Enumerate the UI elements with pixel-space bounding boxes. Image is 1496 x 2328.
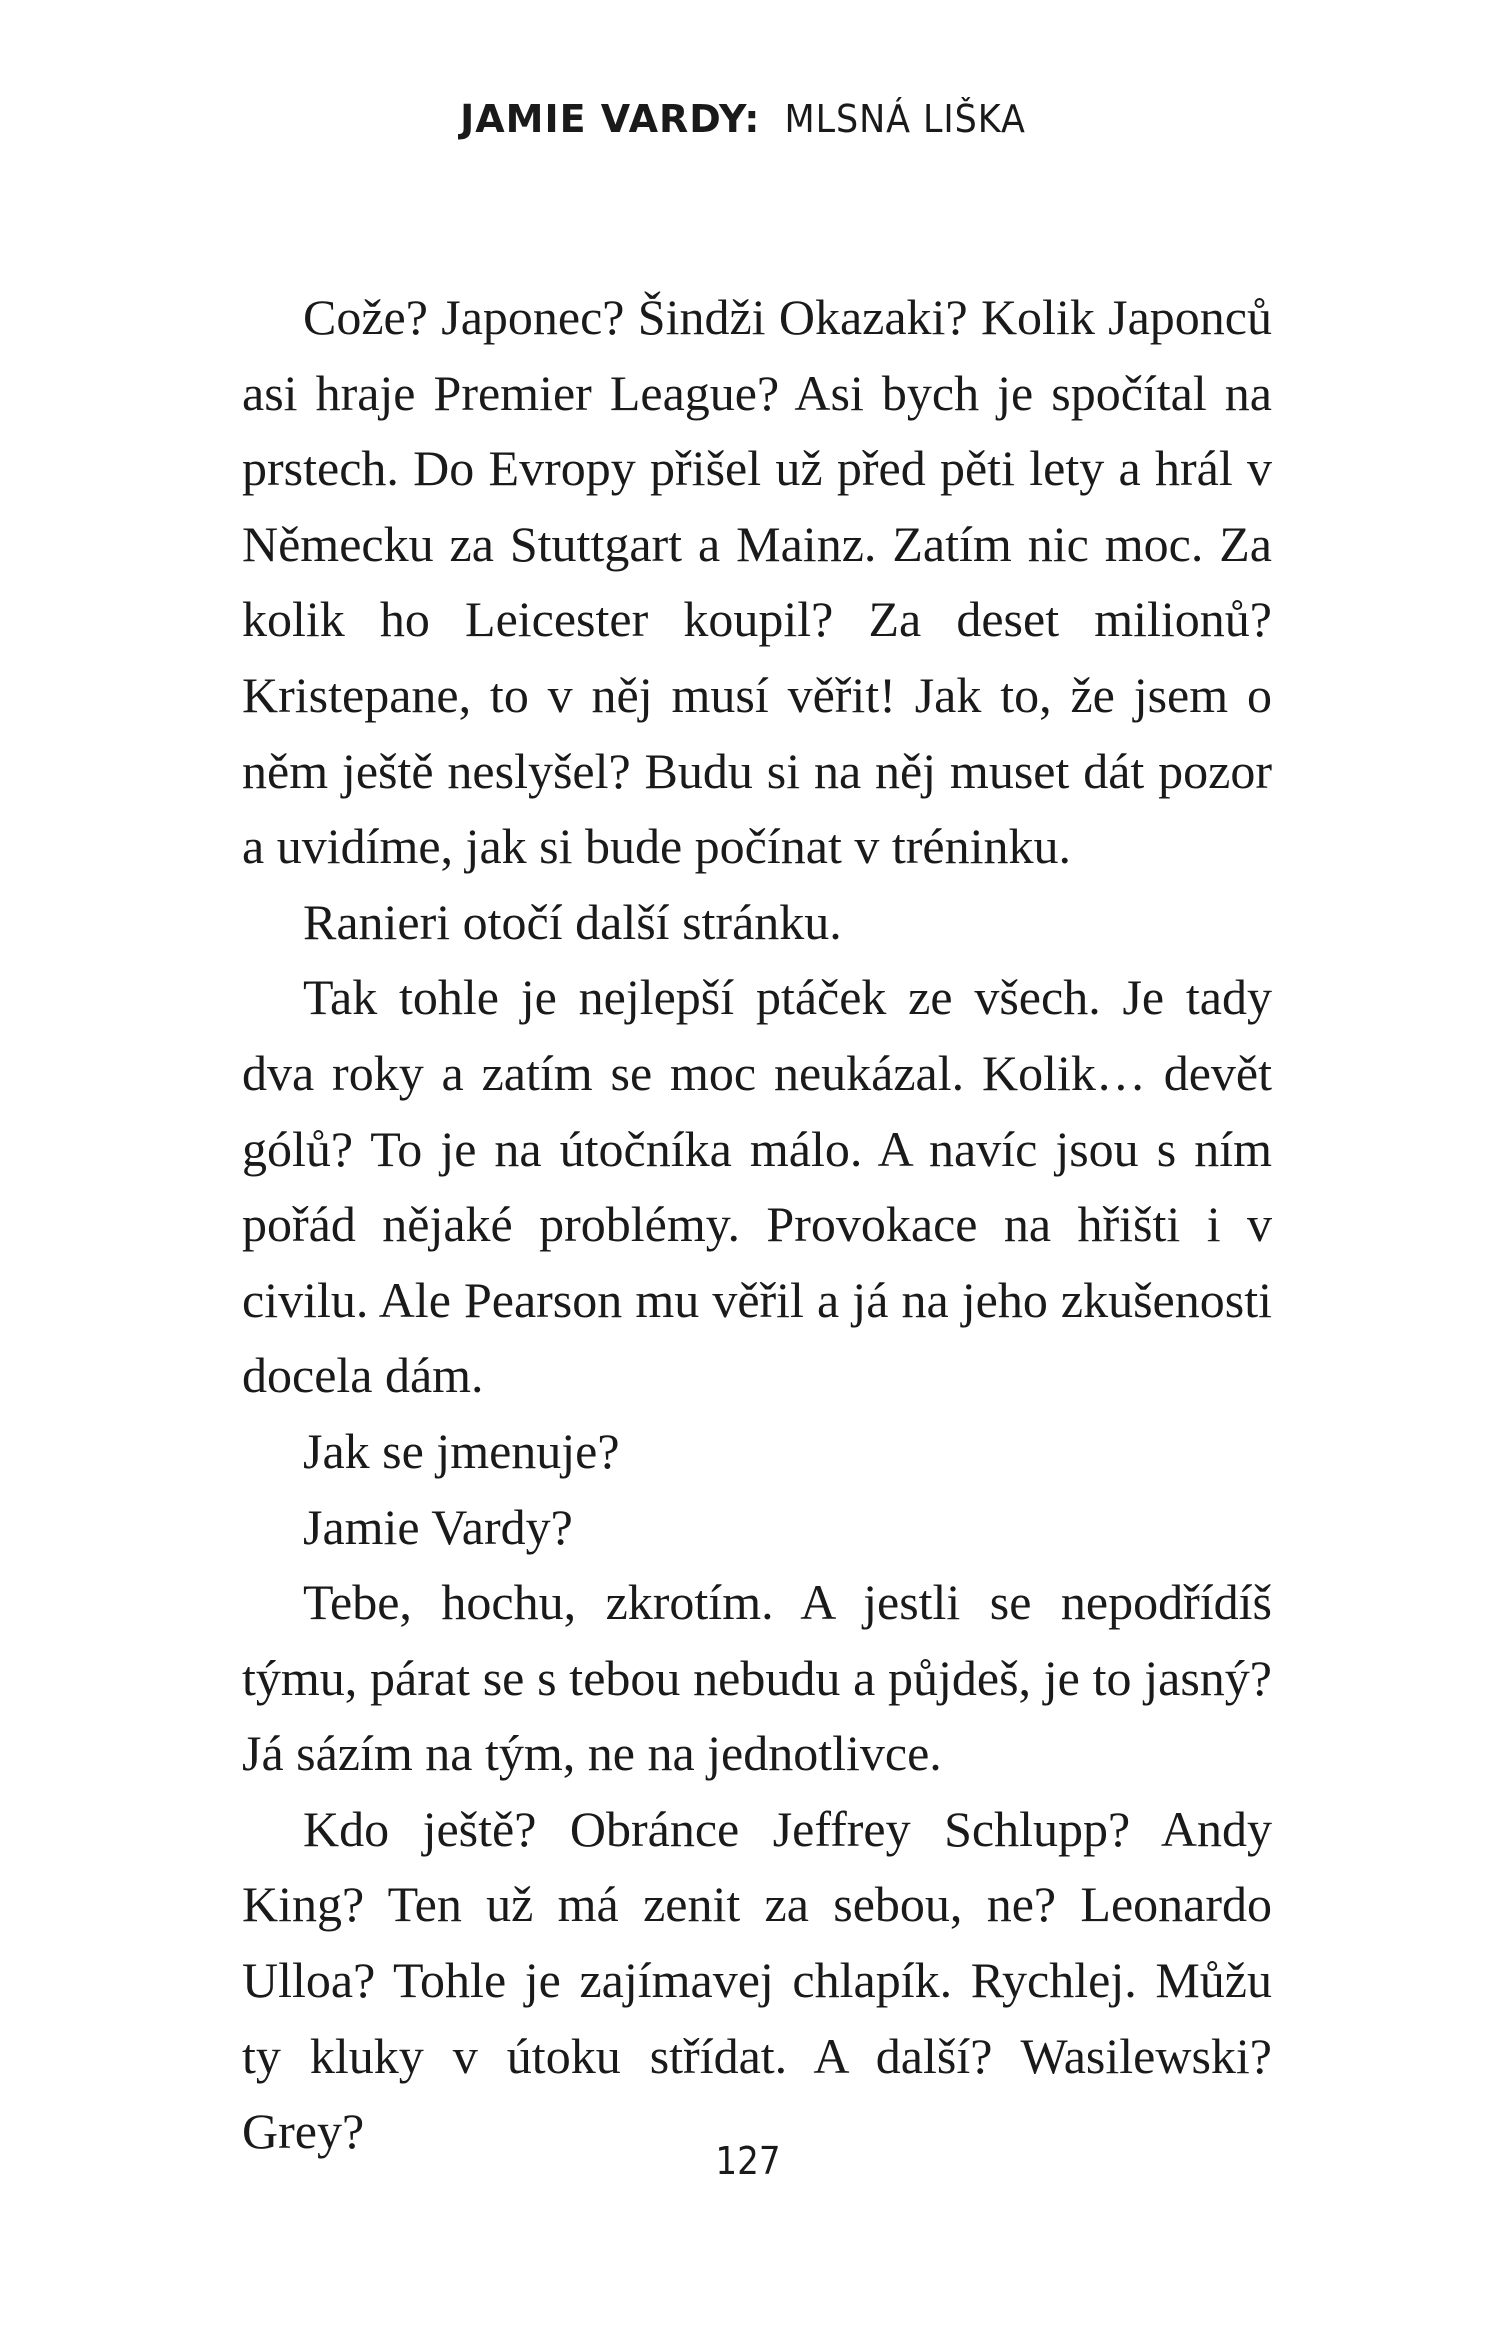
paragraph: Tak tohle je nejlepší ptáček ze všech. Je tady dva roky a zatím se moc neukázal. Kolik… devět gólů? To je na útočníka málo. A navíc jsou s ním pořád nějaké problémy. Provokace na hřišti i v civilu. Ale Pearson mu věřil a já na jeho zkušenosti docela dám.	[242, 969, 1272, 1404]
running-head-author: JAMIE VARDY:	[460, 97, 761, 141]
paragraph: Cože? Japonec? Šindži Okazaki? Kolik Japonců asi hraje Premier League? Asi bych je spočítal na prstech. Do Evropy přišel už před pěti lety a hrál v Německu za Stuttgart a Mainz. Zatím nic moc. Za kolik ho Leicester koupil? Za deset milionů? Kristepane, to v něj musí věřit! Jak to, že jsem o něm ještě neslyšel? Budu si na něj muset dát pozor a uvidíme, jak si bude počínat v tréninku.	[242, 289, 1272, 875]
paragraph: Kdo ještě? Obránce Jeffrey Schlupp? Andy King? Ten už má zenit za sebou, ne? Leonardo Ulloa? Tohle je zajímavej chlapík. Rychlej. Můžu ty kluky v útoku střídat. A další? Wasilewski? Grey?	[242, 1800, 1272, 2160]
running-head-title: MLSNÁ LIŠKA	[784, 97, 1026, 141]
paragraph: Jamie Vardy?	[303, 1498, 573, 1555]
paragraph: Ranieri otočí další stránku.	[303, 893, 842, 950]
body-text	[242, 280, 1272, 2170]
running-head	[0, 97, 1496, 141]
paragraph: Tebe, hochu, zkrotím. A jestli se nepodřídíš týmu, párat se s tebou nebudu a půjdeš, je to jasný? Já sázím na tým, ne na jednotlivce.	[242, 1574, 1272, 1782]
paragraph: Jak se jmenuje?	[303, 1422, 620, 1479]
page-number: 127	[715, 2139, 781, 2183]
